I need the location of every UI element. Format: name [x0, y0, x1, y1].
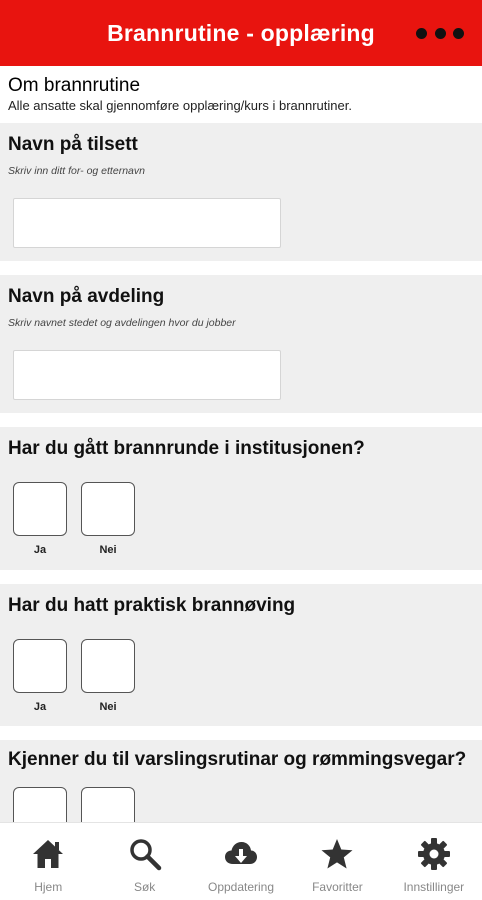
page-title: Brannrutine - opplæring — [107, 19, 375, 46]
employee-name-input[interactable] — [13, 198, 281, 248]
more-dots-icon — [416, 28, 427, 39]
nav-item-favorites[interactable] — [289, 823, 385, 900]
option-yes[interactable] — [13, 482, 67, 556]
intro-text: Alle ansatte skal gjennomføre opplæring/kurs i brannrutiner. — [8, 98, 352, 113]
more-dots-icon — [453, 28, 464, 39]
question-label: Har du gått brannrunde i institusjonen? — [8, 438, 365, 459]
checkbox-no[interactable] — [81, 639, 135, 693]
form-scroll-area[interactable] — [0, 66, 482, 822]
more-menu-button[interactable] — [416, 22, 464, 44]
option-yes[interactable] — [13, 639, 67, 713]
star-icon — [320, 837, 354, 871]
option-no[interactable] — [81, 482, 135, 556]
nav-item-home[interactable] — [0, 823, 96, 900]
more-dots-icon — [435, 28, 446, 39]
field-hint: Skriv inn ditt for- og etternavn — [8, 165, 145, 177]
nav-label: Oppdatering — [207, 880, 275, 894]
question-label: Har du hatt praktisk brannøving — [8, 595, 296, 616]
nav-label: Favoritter — [312, 880, 363, 894]
field-hint: Skriv navnet stedet og avdelingen hvor du jobber — [8, 317, 236, 329]
gear-icon — [417, 837, 451, 871]
checkbox-no[interactable] — [81, 482, 135, 536]
department-name-input[interactable] — [13, 350, 281, 400]
home-icon — [31, 837, 65, 871]
field-label: Navn på tilsett — [8, 134, 138, 155]
option-label: Nei — [99, 544, 117, 556]
yes-no-options — [13, 482, 474, 556]
cloud-download-icon — [224, 837, 258, 871]
nav-item-search[interactable] — [96, 823, 192, 900]
question-card-fire-drill — [0, 584, 482, 726]
field-label: Navn på avdeling — [8, 286, 165, 307]
question-card-fire-round — [0, 427, 482, 570]
field-card-employee-name — [0, 123, 482, 261]
question-label: Kjenner du til varslingsrutinar og rømmingsvegar? — [8, 749, 467, 770]
option-label: Ja — [33, 701, 47, 713]
option-label: Nei — [99, 701, 117, 713]
nav-label: Søk — [133, 880, 156, 894]
checkbox-yes[interactable] — [13, 482, 67, 536]
field-card-department-name — [0, 275, 482, 413]
intro-section — [0, 66, 482, 123]
top-app-bar — [0, 0, 482, 66]
nav-item-settings[interactable] — [386, 823, 482, 900]
option-no[interactable] — [81, 639, 135, 713]
search-icon — [128, 837, 162, 871]
nav-item-update[interactable] — [193, 823, 289, 900]
intro-heading: Om brannrutine — [8, 75, 141, 96]
bottom-navigation — [0, 822, 482, 900]
nav-label: Hjem — [34, 880, 63, 894]
checkbox-yes[interactable] — [13, 639, 67, 693]
nav-label: Innstillinger — [403, 880, 465, 894]
option-label: Ja — [33, 544, 47, 556]
yes-no-options — [13, 639, 474, 713]
